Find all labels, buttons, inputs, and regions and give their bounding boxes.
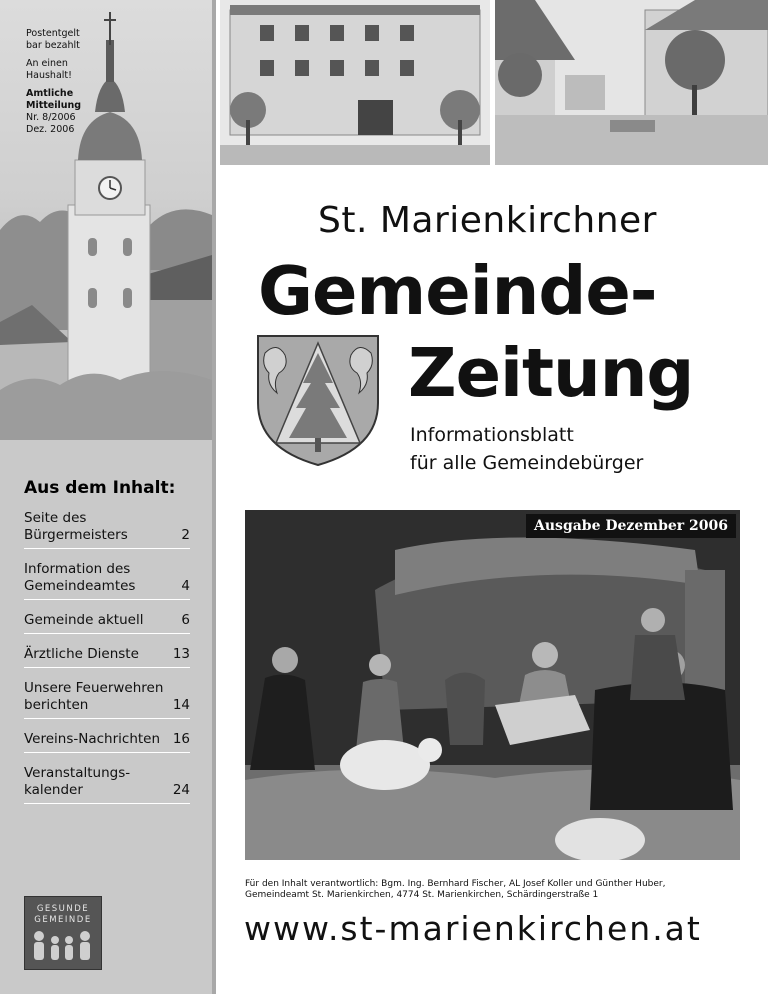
town-hall-illustration xyxy=(220,0,490,165)
subtitle-line2: für alle Gemeindebürger xyxy=(410,452,644,474)
website-url[interactable]: www.st-marienkirchen.at xyxy=(244,909,702,948)
toc-item-page: 6 xyxy=(181,612,190,628)
postal-line: Haushalt! xyxy=(26,70,72,81)
toc-item-title: Seite des Bürgermeisters xyxy=(24,510,128,543)
toc-item[interactable] xyxy=(24,510,190,549)
toc-item[interactable] xyxy=(24,612,190,634)
toc-item[interactable] xyxy=(24,561,190,600)
imprint xyxy=(245,879,665,901)
issue-number: Nr. 8/2006 xyxy=(26,112,76,123)
postal-official: Amtliche xyxy=(26,88,74,99)
toc-item-title: Veranstaltungs-kalender xyxy=(24,765,131,798)
village-square-photo xyxy=(495,0,768,165)
postal-line: bar bezahlt xyxy=(26,40,80,51)
toc-item-page: 24 xyxy=(172,782,190,798)
village-square-illustration xyxy=(495,0,768,165)
toc-item-title: Ärztliche Dienste xyxy=(24,646,139,662)
masthead-title-line3: Zeitung xyxy=(408,334,694,412)
masthead-title-line2: Gemeinde- xyxy=(258,252,657,330)
postal-official: Mitteilung xyxy=(26,100,82,111)
logo-text: GEMEINDE xyxy=(34,915,92,925)
postal-line: Postentgelt xyxy=(26,28,80,39)
nativity-scene-photo xyxy=(245,510,740,860)
toc-item[interactable] xyxy=(24,765,190,804)
logo-text: GESUNDE xyxy=(36,904,90,914)
issue-label: Ausgabe Dezember 2006 xyxy=(526,514,736,538)
imprint-line: Für den Inhalt verantwortlich: Bgm. Ing. Bernhard Fischer, AL Josef Koller und Günther Huber, xyxy=(245,879,666,889)
toc-item-page: 4 xyxy=(181,578,190,594)
toc-title: Aus dem Inhalt: xyxy=(24,478,176,498)
toc-item[interactable] xyxy=(24,680,190,719)
toc-item-title: Unsere Feuerwehren berichten xyxy=(24,680,164,713)
toc-item[interactable] xyxy=(24,646,190,668)
table-of-contents xyxy=(24,510,190,804)
sidebar xyxy=(0,0,216,994)
postal-line: An einen xyxy=(26,58,68,69)
family-figures-icon xyxy=(25,927,101,967)
toc-item-page: 16 xyxy=(172,731,190,747)
town-hall-photo xyxy=(220,0,490,165)
toc-item-title: Vereins-Nachrichten xyxy=(24,731,161,747)
imprint-line: Gemeindeamt St. Marienkirchen, 4774 St. Marienkirchen, Schärdingerstraße 1 xyxy=(245,890,599,900)
nativity-scene-illustration xyxy=(245,510,740,860)
toc-item-page: 14 xyxy=(172,697,190,713)
gesunde-gemeinde-logo xyxy=(24,896,102,970)
issue-date: Dez. 2006 xyxy=(26,124,75,135)
subtitle-line1: Informationsblatt xyxy=(410,424,574,446)
toc-item-title: Gemeinde aktuell xyxy=(24,612,144,628)
coat-of-arms-icon xyxy=(255,333,381,468)
postal-notice xyxy=(26,28,81,136)
toc-item-title: Information des Gemeindeamtes xyxy=(24,561,136,594)
toc-item[interactable] xyxy=(24,731,190,753)
masthead-title-line1: St. Marienkirchner xyxy=(318,200,657,241)
toc-item-page: 13 xyxy=(172,646,190,662)
toc-item-page: 2 xyxy=(181,527,190,543)
